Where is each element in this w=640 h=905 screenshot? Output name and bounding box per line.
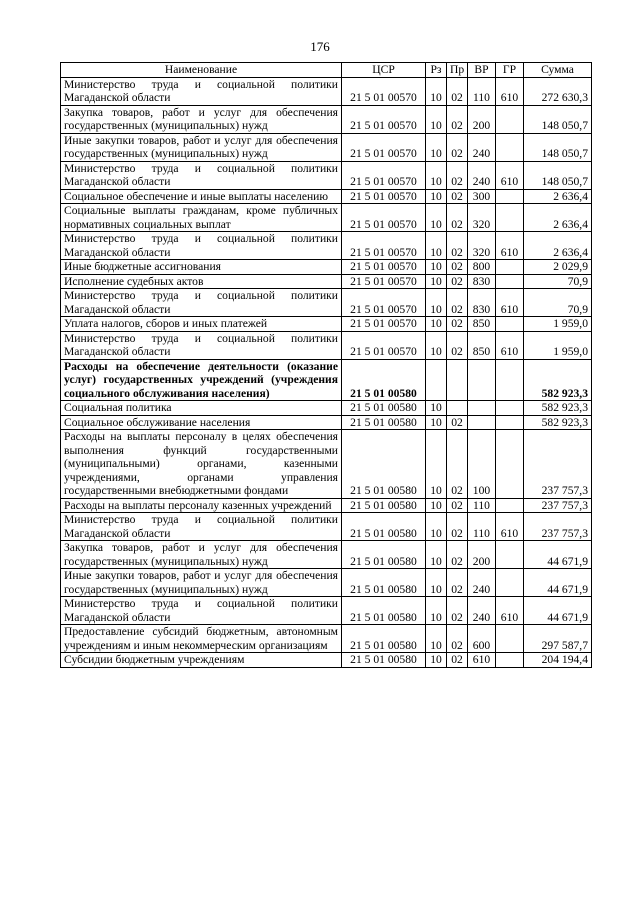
- cell-vr: 100: [468, 430, 496, 499]
- cell-vr: 200: [468, 541, 496, 569]
- cell-csr: 21 5 01 00580: [342, 359, 426, 401]
- cell-vr: 610: [468, 653, 496, 668]
- cell-rz: 10: [426, 77, 447, 105]
- cell-name: Расходы на выплаты персоналу казенных учреждений: [61, 498, 342, 513]
- cell-vr: 200: [468, 105, 496, 133]
- cell-rz: 10: [426, 569, 447, 597]
- cell-name: Министерство труда и социальной политики Магаданской области: [61, 77, 342, 105]
- cell-sum: 2 636,4: [524, 204, 592, 232]
- cell-vr: 830: [468, 289, 496, 317]
- header-name: Наименование: [61, 63, 342, 78]
- cell-vr: 240: [468, 569, 496, 597]
- cell-sum: 148 050,7: [524, 133, 592, 161]
- cell-pr: 02: [447, 77, 468, 105]
- cell-vr: 830: [468, 274, 496, 289]
- cell-csr: 21 5 01 00570: [342, 289, 426, 317]
- table-row: [61, 232, 592, 260]
- cell-pr: 02: [447, 541, 468, 569]
- cell-pr: 02: [447, 232, 468, 260]
- cell-pr: 02: [447, 597, 468, 625]
- table-row: [61, 260, 592, 275]
- cell-pr: 02: [447, 274, 468, 289]
- cell-rz: 10: [426, 204, 447, 232]
- cell-pr: 02: [447, 161, 468, 189]
- cell-csr: 21 5 01 00570: [342, 232, 426, 260]
- cell-vr: 320: [468, 232, 496, 260]
- table-row: [61, 161, 592, 189]
- cell-gr: [496, 317, 524, 332]
- table-row: [61, 204, 592, 232]
- cell-gr: [496, 498, 524, 513]
- cell-rz: 10: [426, 498, 447, 513]
- cell-gr: 610: [496, 232, 524, 260]
- cell-gr: [496, 415, 524, 430]
- cell-csr: 21 5 01 00570: [342, 274, 426, 289]
- cell-rz: 10: [426, 133, 447, 161]
- cell-name: Министерство труда и социальной политики Магаданской области: [61, 597, 342, 625]
- cell-gr: 610: [496, 161, 524, 189]
- cell-rz: 10: [426, 597, 447, 625]
- cell-pr: [447, 359, 468, 401]
- cell-name: Субсидии бюджетным учреждениям: [61, 653, 342, 668]
- cell-gr: 610: [496, 331, 524, 359]
- cell-gr: 610: [496, 597, 524, 625]
- table-row: [61, 359, 592, 401]
- cell-csr: 21 5 01 00580: [342, 653, 426, 668]
- cell-csr: 21 5 01 00570: [342, 77, 426, 105]
- cell-vr: 110: [468, 77, 496, 105]
- cell-name: Министерство труда и социальной политики Магаданской области: [61, 161, 342, 189]
- cell-name: Уплата налогов, сборов и иных платежей: [61, 317, 342, 332]
- cell-pr: 02: [447, 513, 468, 541]
- cell-gr: 610: [496, 77, 524, 105]
- cell-vr: 240: [468, 161, 496, 189]
- cell-rz: 10: [426, 260, 447, 275]
- cell-name: Министерство труда и социальной политики Магаданской области: [61, 232, 342, 260]
- table-row: [61, 317, 592, 332]
- cell-vr: [468, 359, 496, 401]
- cell-gr: 610: [496, 289, 524, 317]
- cell-sum: 1 959,0: [524, 331, 592, 359]
- header-sum: Сумма: [524, 63, 592, 78]
- cell-gr: [496, 260, 524, 275]
- cell-csr: 21 5 01 00570: [342, 161, 426, 189]
- cell-sum: 582 923,3: [524, 401, 592, 416]
- table-row: [61, 189, 592, 204]
- table-body: [61, 77, 592, 667]
- cell-rz: 10: [426, 189, 447, 204]
- cell-csr: 21 5 01 00580: [342, 597, 426, 625]
- table-row: [61, 597, 592, 625]
- cell-gr: [496, 274, 524, 289]
- cell-pr: 02: [447, 569, 468, 597]
- cell-pr: [447, 401, 468, 416]
- table-row: [61, 133, 592, 161]
- cell-rz: 10: [426, 541, 447, 569]
- cell-pr: 02: [447, 331, 468, 359]
- cell-vr: 800: [468, 260, 496, 275]
- table-row: [61, 415, 592, 430]
- cell-csr: 21 5 01 00580: [342, 415, 426, 430]
- cell-sum: 237 757,3: [524, 498, 592, 513]
- cell-name: Закупка товаров, работ и услуг для обеспечения государственных (муниципальных) нужд: [61, 541, 342, 569]
- cell-gr: 610: [496, 513, 524, 541]
- cell-sum: 2 636,4: [524, 232, 592, 260]
- cell-name: Министерство труда и социальной политики Магаданской области: [61, 331, 342, 359]
- cell-vr: 110: [468, 513, 496, 541]
- table-row: [61, 401, 592, 416]
- cell-csr: 21 5 01 00580: [342, 541, 426, 569]
- cell-csr: 21 5 01 00580: [342, 569, 426, 597]
- cell-pr: 02: [447, 317, 468, 332]
- cell-vr: 300: [468, 189, 496, 204]
- table-row: [61, 569, 592, 597]
- cell-rz: 10: [426, 430, 447, 499]
- cell-gr: [496, 204, 524, 232]
- cell-csr: 21 5 01 00570: [342, 189, 426, 204]
- cell-vr: 320: [468, 204, 496, 232]
- cell-sum: 582 923,3: [524, 359, 592, 401]
- cell-pr: 02: [447, 189, 468, 204]
- cell-gr: [496, 625, 524, 653]
- cell-name: Министерство труда и социальной политики Магаданской области: [61, 289, 342, 317]
- cell-vr: 240: [468, 133, 496, 161]
- cell-sum: 44 671,9: [524, 569, 592, 597]
- cell-name: Закупка товаров, работ и услуг для обеспечения государственных (муниципальных) нужд: [61, 105, 342, 133]
- cell-rz: 10: [426, 289, 447, 317]
- cell-csr: 21 5 01 00570: [342, 105, 426, 133]
- cell-pr: 02: [447, 105, 468, 133]
- cell-gr: [496, 359, 524, 401]
- cell-rz: 10: [426, 105, 447, 133]
- cell-name: Социальное обеспечение и иные выплаты населению: [61, 189, 342, 204]
- table-row: [61, 105, 592, 133]
- header-vr: ВР: [468, 63, 496, 78]
- cell-sum: 272 630,3: [524, 77, 592, 105]
- cell-sum: 70,9: [524, 289, 592, 317]
- cell-vr: 850: [468, 331, 496, 359]
- cell-gr: [496, 569, 524, 597]
- cell-name: Социальная политика: [61, 401, 342, 416]
- table-row: [61, 331, 592, 359]
- header-pr: Пр: [447, 63, 468, 78]
- cell-name: Иные бюджетные ассигнования: [61, 260, 342, 275]
- header-rz: Рз: [426, 63, 447, 78]
- cell-gr: [496, 541, 524, 569]
- cell-csr: 21 5 01 00570: [342, 204, 426, 232]
- cell-vr: 110: [468, 498, 496, 513]
- cell-gr: [496, 401, 524, 416]
- cell-csr: 21 5 01 00580: [342, 430, 426, 499]
- cell-sum: 148 050,7: [524, 161, 592, 189]
- cell-vr: 240: [468, 597, 496, 625]
- cell-rz: 10: [426, 274, 447, 289]
- table-header-row: [61, 63, 592, 78]
- cell-name: Исполнение судебных актов: [61, 274, 342, 289]
- cell-pr: 02: [447, 204, 468, 232]
- cell-rz: 10: [426, 331, 447, 359]
- cell-rz: 10: [426, 232, 447, 260]
- cell-name: Министерство труда и социальной политики Магаданской области: [61, 513, 342, 541]
- cell-rz: 10: [426, 653, 447, 668]
- table-row: [61, 513, 592, 541]
- cell-sum: 44 671,9: [524, 597, 592, 625]
- cell-pr: 02: [447, 289, 468, 317]
- cell-rz: [426, 359, 447, 401]
- cell-gr: [496, 189, 524, 204]
- cell-rz: 10: [426, 625, 447, 653]
- cell-name: Расходы на выплаты персоналу в целях обеспечения выполнения функций государственными (муниципальными) органами, казенными учреждениями, органами управления государственными внебюджетными фондами: [61, 430, 342, 499]
- cell-rz: 10: [426, 161, 447, 189]
- table-row: [61, 625, 592, 653]
- table-row: [61, 541, 592, 569]
- cell-csr: 21 5 01 00570: [342, 133, 426, 161]
- cell-sum: 237 757,3: [524, 513, 592, 541]
- cell-pr: 02: [447, 260, 468, 275]
- cell-gr: [496, 133, 524, 161]
- cell-vr: [468, 401, 496, 416]
- cell-rz: 10: [426, 415, 447, 430]
- cell-pr: 02: [447, 430, 468, 499]
- cell-csr: 21 5 01 00580: [342, 498, 426, 513]
- table-row: [61, 289, 592, 317]
- cell-name: Предоставление субсидий бюджетным, автономным учреждениям и иным некоммерческим организациям: [61, 625, 342, 653]
- table-row: [61, 653, 592, 668]
- cell-sum: 2 636,4: [524, 189, 592, 204]
- cell-csr: 21 5 01 00580: [342, 625, 426, 653]
- cell-name: Расходы на обеспечение деятельности (оказание услуг) государственных учреждений (учреждения социального обслуживания населения): [61, 359, 342, 401]
- cell-vr: [468, 415, 496, 430]
- cell-sum: 204 194,4: [524, 653, 592, 668]
- cell-pr: 02: [447, 625, 468, 653]
- cell-sum: 44 671,9: [524, 541, 592, 569]
- header-csr: ЦСР: [342, 63, 426, 78]
- cell-rz: 10: [426, 317, 447, 332]
- cell-csr: 21 5 01 00570: [342, 260, 426, 275]
- cell-sum: 2 029,9: [524, 260, 592, 275]
- cell-csr: 21 5 01 00570: [342, 331, 426, 359]
- cell-gr: [496, 430, 524, 499]
- page-number: 176: [310, 39, 330, 54]
- budget-table: [60, 62, 592, 668]
- table-row: [61, 498, 592, 513]
- cell-csr: 21 5 01 00580: [342, 401, 426, 416]
- table-row: [61, 430, 592, 499]
- cell-vr: 850: [468, 317, 496, 332]
- cell-name: Социальные выплаты гражданам, кроме публичных нормативных социальных выплат: [61, 204, 342, 232]
- cell-gr: [496, 105, 524, 133]
- cell-sum: 148 050,7: [524, 105, 592, 133]
- cell-pr: 02: [447, 133, 468, 161]
- cell-name: Иные закупки товаров, работ и услуг для обеспечения государственных (муниципальных) нужд: [61, 133, 342, 161]
- cell-sum: 237 757,3: [524, 430, 592, 499]
- table-row: [61, 77, 592, 105]
- cell-csr: 21 5 01 00580: [342, 513, 426, 541]
- cell-name: Социальное обслуживание населения: [61, 415, 342, 430]
- cell-pr: 02: [447, 653, 468, 668]
- cell-vr: 600: [468, 625, 496, 653]
- cell-sum: 1 959,0: [524, 317, 592, 332]
- cell-pr: 02: [447, 498, 468, 513]
- cell-pr: 02: [447, 415, 468, 430]
- header-gr: ГР: [496, 63, 524, 78]
- cell-sum: 70,9: [524, 274, 592, 289]
- cell-sum: 582 923,3: [524, 415, 592, 430]
- cell-sum: 297 587,7: [524, 625, 592, 653]
- cell-rz: 10: [426, 513, 447, 541]
- cell-csr: 21 5 01 00570: [342, 317, 426, 332]
- cell-gr: [496, 653, 524, 668]
- cell-rz: 10: [426, 401, 447, 416]
- cell-name: Иные закупки товаров, работ и услуг для обеспечения государственных (муниципальных) нужд: [61, 569, 342, 597]
- table-row: [61, 274, 592, 289]
